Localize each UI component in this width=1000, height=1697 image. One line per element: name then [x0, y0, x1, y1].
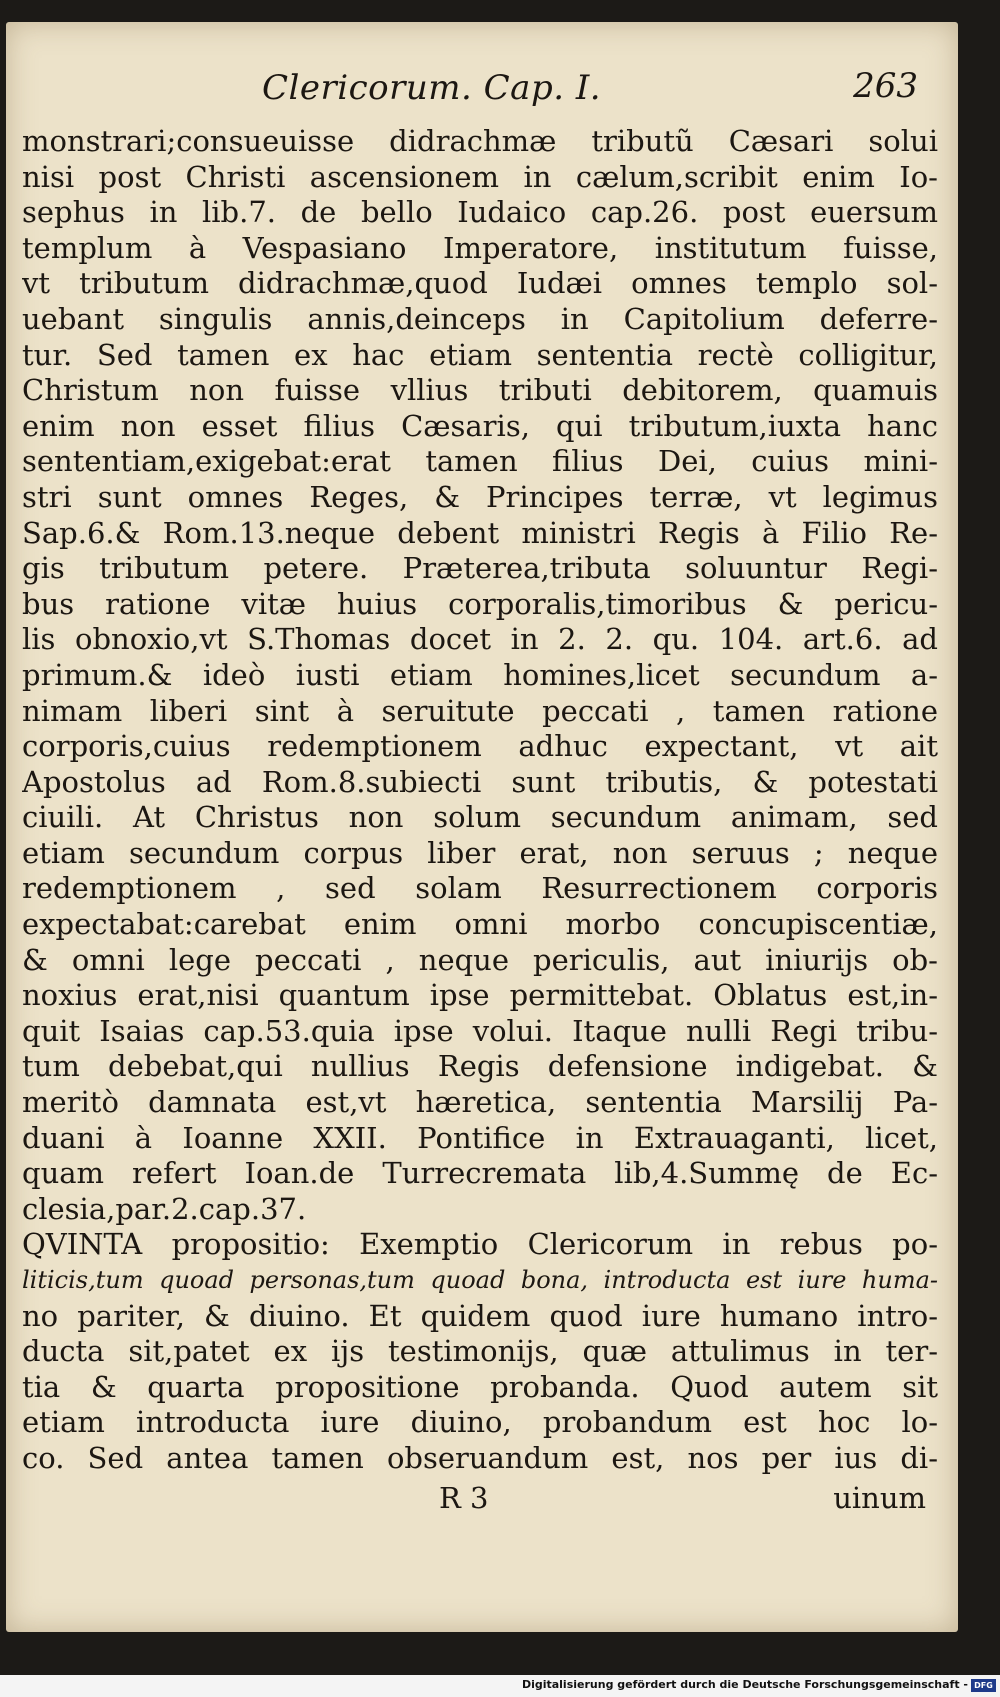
signature-mark: R 3: [439, 1480, 489, 1515]
text-line: Sap.6.& Rom.13.neque debent ministri Regis à Filio Re-: [22, 515, 938, 550]
page-number: 263: [853, 66, 918, 106]
text-line: QVINTA propositio: Exemptio Clericorum in rebus po-: [22, 1227, 938, 1262]
text-line: ducta sit,patet ex ijs testimonijs, quæ attulimus in ter-: [22, 1334, 938, 1369]
text-line: duani à Ioanne XXII. Pontifice in Extrauaganti, licet,: [22, 1120, 938, 1155]
text-line: nimam liberi sint à seruitute peccati , tamen ratione: [22, 693, 938, 728]
text-line: redemptionem , sed solam Resurrectionem corporis: [22, 871, 938, 906]
text-line: nisi post Christi ascensionem in cælum,scribit enim Io-: [22, 159, 938, 194]
text-line: sephus in lib.7. de bello Iudaico cap.26. post euersum: [22, 195, 938, 230]
digitization-footer: [0, 1675, 1000, 1697]
text-line: quam refert Ioan.de Turrecremata lib,4.Summę de Ec-: [22, 1156, 938, 1191]
paper-sheet: [6, 22, 958, 1632]
text-line: uebant singulis annis,deinceps in Capitolium deferre-: [22, 301, 938, 336]
text-line: monstrari;consueuisse didrachmæ tributũ Cæsari solui: [22, 124, 938, 158]
text-line: enim non esset filius Cæsaris, qui tributum,iuxta hanc: [22, 408, 938, 443]
running-head: [22, 62, 938, 122]
text-line: templum à Vespasiano Imperatore, institutum fuisse,: [22, 230, 938, 265]
text-line: etiam secundum corpus liber erat, non seruus ; neque: [22, 835, 938, 870]
text-line: vt tributum didrachmæ,quod Iudæi omnes templo sol-: [22, 266, 938, 301]
text-line: ciuili. At Christus non solum secundum animam, sed: [22, 800, 938, 835]
catchword: uinum: [833, 1480, 926, 1515]
text-line: no pariter, & diuino. Et quidem quod iure humano intro-: [22, 1298, 938, 1333]
text-line: co. Sed antea tamen obseruandum est, nos per ius di-: [22, 1440, 938, 1475]
text-line: gis tributum petere. Præterea,tributa soluuntur Regi-: [22, 551, 938, 586]
text-line: tia & quarta propositione probanda. Quod autem sit: [22, 1369, 938, 1404]
text-line: Apostolus ad Rom.8.subiecti sunt tributis, & potestati: [22, 764, 938, 799]
text-line: meritò damnata est,vt hæretica, sententia Marsilij Pa-: [22, 1085, 938, 1120]
text-line: lis obnoxio,vt S.Thomas docet in 2. 2. qu. 104. art.6. ad: [22, 622, 938, 657]
text-line: primum.& ideò iusti etiam homines,licet secundum a-: [22, 657, 938, 692]
text-line: clesia,par.2.cap.37.: [22, 1191, 307, 1226]
text-line: Christum non fuisse vllius tributi debitorem, quamuis: [22, 373, 938, 408]
page-foot: [22, 1481, 938, 1521]
text-line: bus ratione vitæ huius corporalis,timoribus & pericu-: [22, 586, 938, 621]
body-text: [22, 122, 938, 1477]
text-line: liticis,tum quoad personas,tum quoad bona, introducta est iure huma-: [22, 1266, 938, 1294]
text-line: stri sunt omnes Reges, & Principes terræ, vt legimus: [22, 479, 938, 514]
text-line: noxius erat,nisi quantum ipse permittebat. Oblatus est,in-: [22, 978, 938, 1013]
page-content: [22, 62, 938, 1612]
running-title: Clericorum. Cap. I.: [262, 68, 602, 108]
text-line: quit Isaias cap.53.quia ipse volui. Itaque nulli Regi tribu-: [22, 1013, 938, 1048]
dfg-logo: DFG: [971, 1679, 996, 1692]
text-line: corporis,cuius redemptionem adhuc expectant, vt ait: [22, 729, 938, 764]
text-line: expectabat:carebat enim omni morbo concupiscentiæ,: [22, 907, 938, 942]
text-line: etiam introducta iure diuino, probandum est hoc lo-: [22, 1405, 938, 1440]
text-line: & omni lege peccati , neque periculis, aut iniurijs ob-: [22, 942, 938, 977]
footer-credit: Digitalisierung gefördert durch die Deutsche Forschungsgemeinschaft -: [521, 1678, 968, 1691]
text-line: tur. Sed tamen ex hac etiam sententia rectè colligitur,: [22, 337, 938, 372]
text-line: tum debebat,qui nullius Regis defensione indigebat. &: [22, 1049, 938, 1084]
text-line: sententiam,exigebat:erat tamen filius Dei, cuius mini-: [22, 444, 938, 479]
